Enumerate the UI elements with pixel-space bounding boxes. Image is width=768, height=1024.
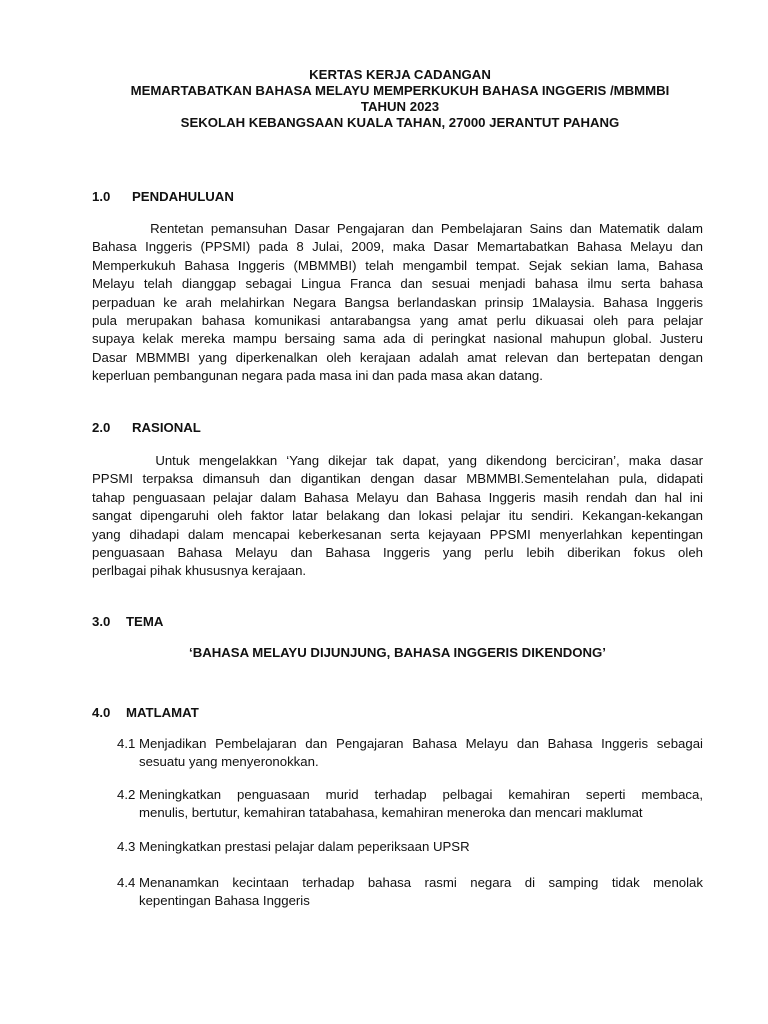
paragraph-line: sangat dipengaruhi oleh faktor latar belakang dan lokasi pelajar itu sendiri. Kekangan-kekangan — [92, 508, 703, 524]
section-2-number: 2.0 — [92, 420, 111, 435]
list-item-number: 4.1 — [117, 736, 136, 751]
section-4-title: MATLAMAT — [126, 705, 199, 720]
list-item-line: Menanamkan kecintaan terhadap bahasa rasmi negara di samping tidak menolak — [139, 875, 703, 890]
paragraph-line: perlbagai pihak khususnya kerajaan. — [92, 563, 307, 579]
list-item — [117, 786, 703, 823]
section-2-heading — [92, 420, 201, 436]
paragraph-line: Memperkukuh Bahasa Inggeris (MBMMBI) telah mengambil tempat. Sejak sekian lama, Bahasa — [92, 257, 703, 273]
section-1-title: PENDAHULUAN — [132, 189, 234, 204]
list-item-number: 4.4 — [117, 875, 136, 890]
paragraph-line: penguasaan Bahasa Melayu dan Bahasa Inggeris yang perlu lebih diberikan fokus oleh — [92, 545, 703, 561]
paragraph-line: Melayu telah dianggap sebagai Lingua Franca dan sesuai menjadi bahasa ilmu serta bahasa — [92, 276, 703, 292]
list-item-line: Meningkatkan prestasi pelajar dalam peperiksaan UPSR — [139, 839, 470, 854]
paragraph-line: keperluan pembangunan negara pada masa ini dan pada masa akan datang. — [92, 368, 543, 384]
list-item-line: Menjadikan Pembelajaran dan Pengajaran Bahasa Melayu dan Bahasa Inggeris sebagai — [139, 736, 703, 751]
paragraph-line: Rentetan pemansuhan Dasar Pengajaran dan Pembelajaran Sains dan Matematik dalam — [92, 221, 703, 236]
section-4-number: 4.0 — [92, 705, 111, 720]
document-header — [80, 67, 720, 131]
section-2-paragraph — [92, 452, 703, 581]
paragraph-line: supaya kelak mereka mampu bersaing sama ada di peringkat nasional mahupun global. Justeru — [92, 331, 703, 347]
section-1-number: 1.0 — [92, 189, 111, 204]
header-line-3: TAHUN 2023 — [360, 99, 440, 114]
paragraph-line: pula merupakan bahasa komunikasi antarabangsa yang amat perlu dikuasai oleh para pelajar — [92, 313, 703, 329]
list-item-line: Meningkatkan penguasaan murid terhadap pelbagai kemahiran seperti membaca, — [139, 787, 703, 802]
list-item-number: 4.2 — [117, 787, 136, 802]
section-3-title: TEMA — [126, 614, 164, 629]
paragraph-line: yang dihadapi dalam mencapai keberkesanan serta kejayaan PPSMI menyerlahkan kepentingan — [92, 526, 703, 542]
paragraph-line: PPSMI terpaksa dimansuh dan digantikan dengan dasar MBMMBI.Sementelahan pula, didapati — [92, 471, 703, 487]
section-3-number: 3.0 — [92, 614, 111, 629]
section-2-title: RASIONAL — [132, 420, 201, 435]
section-3-heading — [92, 614, 163, 630]
section-4-heading — [92, 705, 199, 721]
paragraph-line: Bahasa Inggeris (PPSMI) pada 8 Julai, 2009, maka Dasar Memartabatkan Bahasa Melayu dan — [92, 239, 703, 255]
paragraph-line: perpaduan ke arah melahirkan Negara Bangsa berlandaskan prinsip 1Malaysia. Bahasa Inggeris — [92, 294, 703, 310]
paragraph-line: Untuk mengelakkan ‘Yang dikejar tak dapat, yang dikendong berciciran’, maka dasar — [92, 453, 703, 468]
header-line-2: MEMARTABATKAN BAHASA MELAYU MEMPERKUKUH BAHASA INGGERIS /MBMMBI — [130, 83, 670, 98]
list-item-line: sesuatu yang menyeronokkan. — [139, 754, 319, 770]
list-item — [117, 838, 703, 856]
theme-text: ‘BAHASA MELAYU DIJUNJUNG, BAHASA INGGERIS DIKENDONG’ — [189, 645, 606, 660]
list-item-line: kepentingan Bahasa Inggeris — [139, 893, 310, 909]
paragraph-line: tahap penguasaan pelajar dalam Bahasa Melayu dan Bahasa Inggeris masih rendah dan hal ini — [92, 489, 703, 505]
section-1-heading — [92, 189, 234, 205]
list-item-line: menulis, bertutur, kemahiran tatabahasa, kemahiran meneroka dan mencari maklumat — [139, 805, 643, 821]
paragraph-line: Dasar MBMMBI yang diperkenalkan oleh kerajaan adalah amat relevan dan bertepatan dengan — [92, 349, 703, 365]
header-line-4: SEKOLAH KEBANGSAAN KUALA TAHAN, 27000 JERANTUT PAHANG — [180, 115, 620, 130]
list-item — [117, 735, 703, 772]
list-item — [117, 874, 703, 911]
header-line-1: KERTAS KERJA CADANGAN — [309, 67, 491, 82]
list-item-number: 4.3 — [117, 839, 136, 854]
section-1-paragraph — [92, 220, 703, 386]
